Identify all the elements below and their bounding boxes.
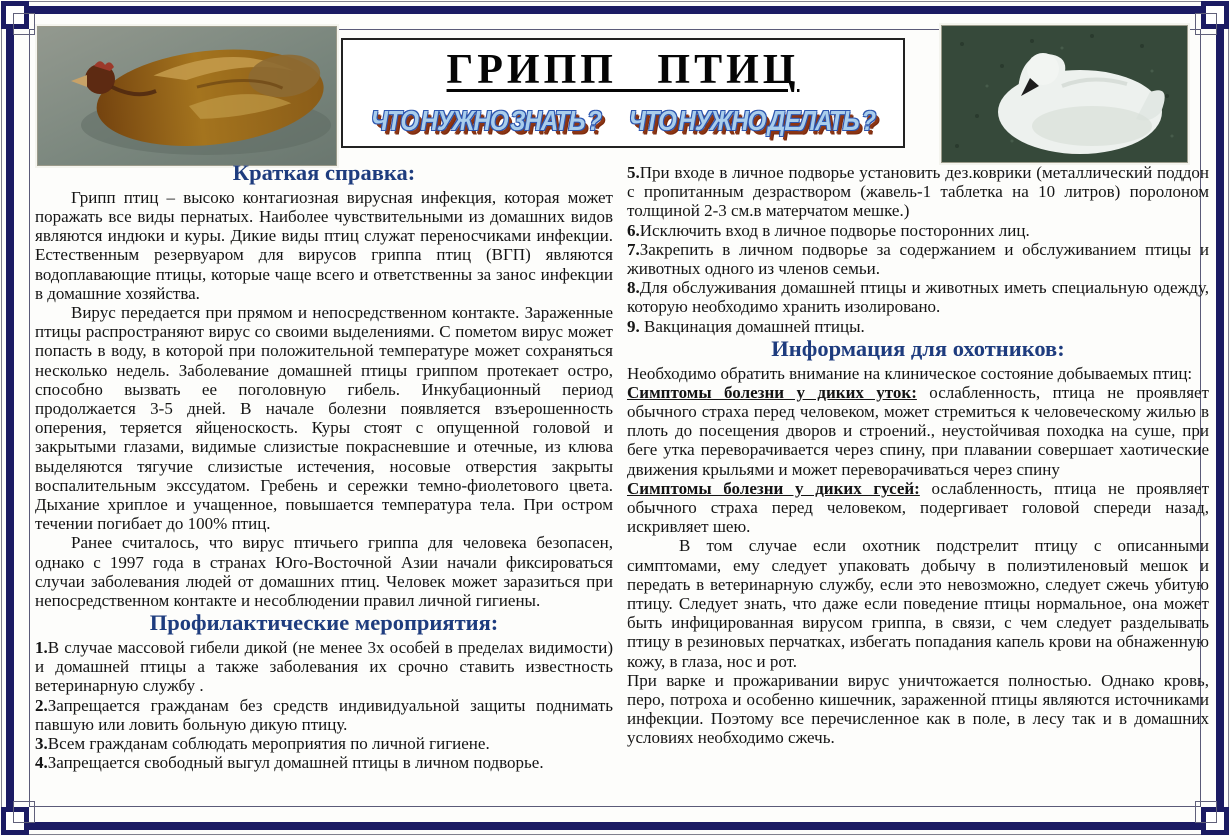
list-item-3: 3.Всем гражданам соблюдать мероприятия по личной гигиене. bbox=[35, 733, 490, 753]
right-column bbox=[627, 163, 1209, 748]
list-item-7: 7.Закрепить в личном подворье за содержанием и обслуживанием птицы и животных одного из членов семьи. bbox=[627, 239, 1209, 279]
subtitle-know: ЧТО НУЖНО ЗНАТЬ ? bbox=[371, 105, 601, 137]
white-goose-illustration bbox=[942, 26, 1187, 162]
border-corner-top-right bbox=[1194, 0, 1230, 36]
hunters-intro: Необходимо обратить внимание на клиническое состояние добываемых птиц: bbox=[627, 363, 1193, 383]
section-heading-prevention: Профилактические мероприятия: bbox=[149, 610, 499, 636]
dead-chicken-illustration bbox=[38, 27, 336, 165]
white-goose-photo bbox=[941, 25, 1188, 163]
page-title: ГРИПП ПТИЦ bbox=[446, 47, 800, 93]
subtitle-do: ЧТО НУЖНО ДЕЛАТЬ ? bbox=[628, 105, 875, 137]
list-item-9: 9. Вакцинация домашней птицы. bbox=[627, 316, 865, 336]
list-item-8: 8.Для обслуживания домашней птицы и животных иметь специальную одежду, которую необходимо хранить изолировано. bbox=[627, 278, 1209, 317]
title-box bbox=[341, 38, 905, 148]
border-corner-bottom-left bbox=[0, 800, 36, 836]
section-heading-brief: Краткая справка: bbox=[232, 160, 416, 185]
paragraph-brief-1: Грипп птиц – высоко контагиозная вирусная инфекция, которая может поражать все виды пернатых. Наиболее чувствительными из домашних видов являются индюки и куры. Дикие виды птиц служат переносчиками инфекции. Естественным резервуаром для вирусов гриппа птиц (ВГП) являются водоплавающие птицы, которые чаще всего и ответственны за занос инфекции в домашние хозяйства. bbox=[35, 187, 613, 303]
border-corner-bottom-right bbox=[1194, 800, 1230, 836]
subtitle-row bbox=[343, 94, 903, 136]
left-column bbox=[35, 160, 613, 772]
paragraph-brief-3: Ранее считалось, что вирус птичьего гриппа для человека безопасен, однако с 1997 года в странах Юго-Восточной Азии начали фиксироваться случаи заболевания людей от домашних птиц. Человек может заразиться при непосредственном контакте и несоблюдении правил личной гигиены. bbox=[35, 533, 613, 611]
list-item-4: 4.Запрещается свободный выгул домашней птицы в личном подворье. bbox=[35, 753, 544, 773]
paragraph-brief-2: Вирус передается при прямом и непосредственном контакте. Зараженные птицы распространяют вирус со своими выделениями. С пометом вирус может попасть в воду, в которой при положительной температуре может сохраняться несколько недель. Заболевание домашней птицы гриппом протекает остро, способно вызвать ее поголовную гибель. Инкубационный период продолжается 3-5 дней. В начале болезни появляется взъерошенность оперения, теряется яйценоскость. Куры стоят с опущенной головой и закрытыми глазами, видимые слизистые покрасневшие и отечные, из клюва выделяются тягучие слизистые истечения, носовые отверстия закрыты воспалительным экссудатом. Гребень и сережки темно-фиолетового цвета. Дыхание хриплое и учащенное, повышается температура тела. При остром течении погибает до 100% птиц. bbox=[35, 302, 613, 534]
list-item-5: 5.При входе в личное подворье установить дез.коврики (металлический поддон с пропитанным дезраствором (жавель-1 таблетка на 10 литров) поролоном толщиной 2-3 см.в матерчатом мешке.) bbox=[627, 163, 1209, 221]
symptoms-ducks: Симптомы болезни у диких уток: ослабленность, птица не проявляет обычного страха перед человеком, может стремиться к человеческому жилью в плоть до посещения дворов и строений., неустойчивая походка на суше, при беге утка переворачивается через спину, при плавании совершает хаотические движения крыльями и может переворачиваться через спину bbox=[627, 382, 1209, 479]
list-item-6: 6.Исключить вход в личное подворье посторонних лиц. bbox=[627, 220, 1030, 240]
paragraph-hunter-actions: В том случае если охотник подстрелит птицу с описанными симптомами, ему следует упаковать добычу в полиэтиленовый мешок и передать в ветеринарную службу, если это невозможно, следует сжечь убитую птицу. Следует знать, что даже если поведение птицы нормальное, она может быть инфицированная вирусом гриппа, в связи, с чем следует разделывать птицу в резиновых перчатках, избегать попадания капель крови на обнаженную кожу, в глаза, нос и рот. bbox=[627, 536, 1209, 671]
section-heading-hunters: Информация для охотников: bbox=[771, 335, 1065, 361]
list-item-1: 1.В случае массовой гибели дикой (не менее 3х особей в пределах видимости) и домашней птицы а также заболевания их срочно ставить известность ветеринарную службу . bbox=[35, 637, 613, 696]
border-corner-top-left bbox=[0, 0, 36, 36]
dead-chicken-photo bbox=[37, 26, 337, 166]
list-item-2: 2.Запрещается гражданам без средств индивидуальной защиты поднимать павшую или ловить больную дикую птицу. bbox=[35, 695, 613, 734]
paragraph-cooking: При варке и прожаривании вирус уничтожается полностью. Однако кровь, перо, потроха и особенно кишечник, зараженной птицы являются источниками инфекции. Поэтому все перечисленное как в поле, в лесу так и в домашних условиях необходимо сжечь. bbox=[627, 670, 1209, 748]
symptoms-geese: Симптомы болезни у диких гусей: ослабленность, птица не проявляет обычного страха перед человеком, подергивает головой спереди назад, искривляет шею. bbox=[627, 478, 1209, 537]
